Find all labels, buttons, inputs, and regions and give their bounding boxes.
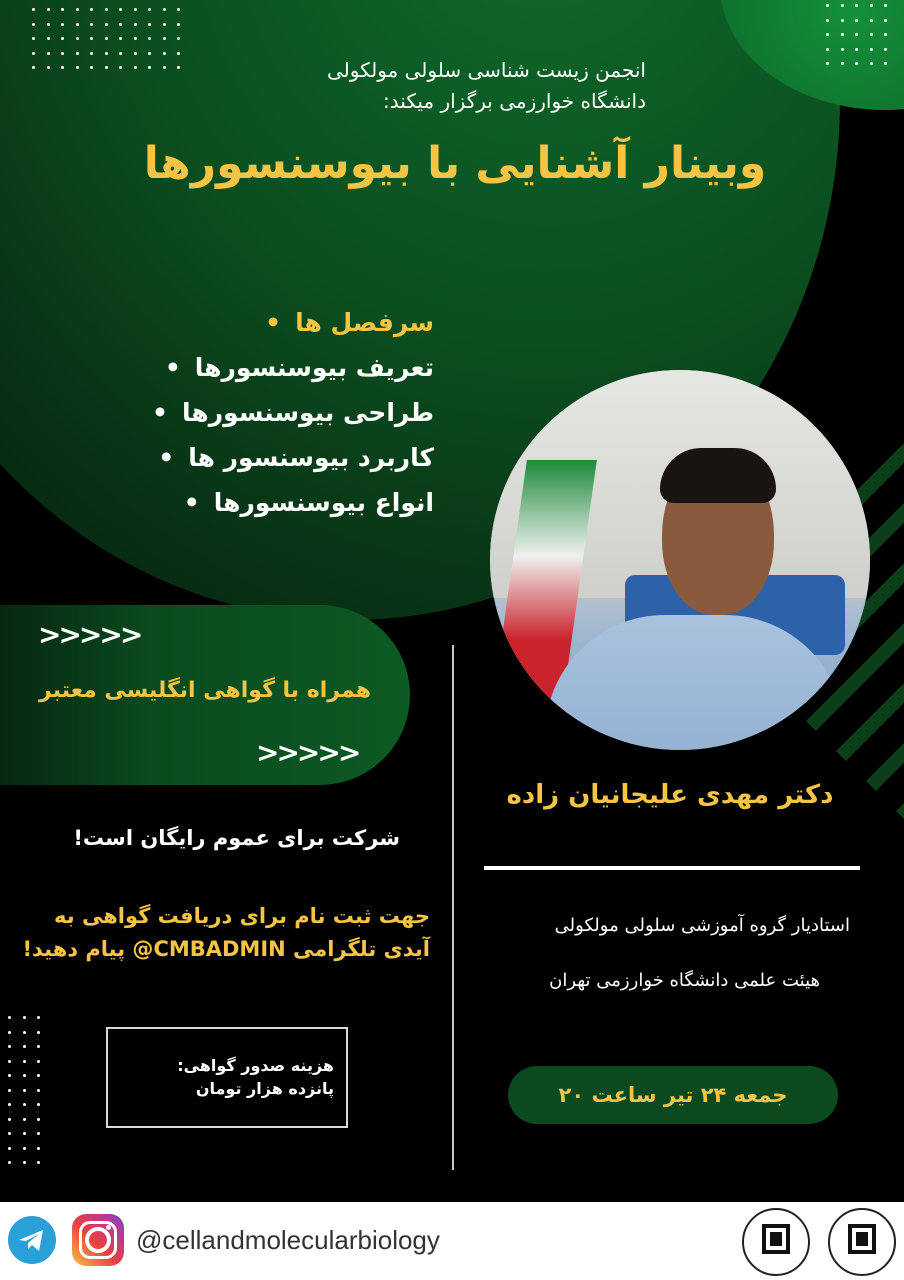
- dot: [841, 33, 844, 36]
- dot: [855, 48, 858, 51]
- dot: [119, 66, 122, 69]
- dot: [90, 37, 93, 40]
- dot: [76, 23, 79, 26]
- dot: [855, 19, 858, 22]
- dot: [23, 1089, 26, 1092]
- dot: [134, 23, 137, 26]
- dot: [163, 8, 166, 11]
- dot: [76, 37, 79, 40]
- dot: [148, 23, 151, 26]
- dot: [119, 52, 122, 55]
- dot: [134, 8, 137, 11]
- dot: [8, 1118, 11, 1121]
- dot: [23, 1031, 26, 1034]
- vertical-divider: [452, 645, 454, 1170]
- dot: [37, 1132, 40, 1135]
- fee-label: هزینه صدور گواهی:: [177, 1056, 334, 1075]
- dot: [23, 1132, 26, 1135]
- organizer-line-2: دانشگاه خوارزمی برگزار میکند:: [383, 89, 646, 113]
- dot: [47, 23, 50, 26]
- dot: [855, 33, 858, 36]
- dot: [90, 23, 93, 26]
- dot: [8, 1147, 11, 1150]
- dot: [841, 19, 844, 22]
- dot: [61, 52, 64, 55]
- webinar-title: وبینار آشنایی با بیوسنسورها: [143, 138, 767, 189]
- horizontal-divider: [484, 866, 860, 870]
- dot: [841, 4, 844, 7]
- dot: [37, 1074, 40, 1077]
- dot: [32, 8, 35, 11]
- dot: [37, 1060, 40, 1063]
- dot: [23, 1161, 26, 1164]
- dot: [134, 66, 137, 69]
- dot: [119, 37, 122, 40]
- topics-heading: سرفصل ها •: [152, 300, 434, 345]
- dot: [855, 4, 858, 7]
- organizer-text: [146, 55, 646, 117]
- dot: [76, 52, 79, 55]
- dot: [32, 66, 35, 69]
- dot: [148, 8, 151, 11]
- social-handle[interactable]: @cellandmolecularbiology: [136, 1225, 440, 1255]
- dot: [8, 1161, 11, 1164]
- dot: [23, 1118, 26, 1121]
- dot: [76, 66, 79, 69]
- dot: [37, 1118, 40, 1121]
- dot: [105, 37, 108, 40]
- dot: [870, 33, 873, 36]
- dot: [37, 1161, 40, 1164]
- chevrons-icon: >>>>>: [38, 618, 141, 651]
- dot: [8, 1103, 11, 1106]
- dot: [37, 1045, 40, 1048]
- organizer-line-1: انجمن زیست شناسی سلولی مولکولی: [326, 58, 646, 82]
- dot: [61, 23, 64, 26]
- dot: [884, 62, 887, 65]
- dot: [8, 1132, 11, 1135]
- dot: [37, 1016, 40, 1019]
- topic-item: انواع بیوسنسورها •: [152, 480, 434, 525]
- dot: [32, 23, 35, 26]
- dot: [105, 23, 108, 26]
- dot: [884, 4, 887, 7]
- dot: [47, 66, 50, 69]
- dot: [61, 37, 64, 40]
- dot: [8, 1016, 11, 1019]
- dot: [134, 37, 137, 40]
- dot: [32, 37, 35, 40]
- dot: [23, 1045, 26, 1048]
- dot: [8, 1045, 11, 1048]
- dot: [841, 62, 844, 65]
- dot: [61, 8, 64, 11]
- dot: [105, 66, 108, 69]
- dot: [8, 1031, 11, 1034]
- dot: [177, 8, 180, 11]
- topic-item: کاربرد بیوسنسور ها •: [152, 435, 434, 480]
- dot: [119, 23, 122, 26]
- speaker-photo: [490, 370, 870, 750]
- society-logo: [742, 1208, 810, 1276]
- dot: [134, 52, 137, 55]
- dot: [47, 52, 50, 55]
- dot: [105, 8, 108, 11]
- topic-item: تعریف بیوسنسورها •: [152, 345, 434, 390]
- dot: [870, 19, 873, 22]
- dot: [23, 1147, 26, 1150]
- dot: [884, 33, 887, 36]
- dot: [148, 37, 151, 40]
- dot: [855, 62, 858, 65]
- topic-item: طراحی بیوسنسورها •: [152, 390, 434, 435]
- speaker-name: دکتر مهدی علیجانیان زاده: [506, 780, 834, 810]
- certificate-fee-box: [106, 1027, 348, 1128]
- dot: [90, 8, 93, 11]
- instagram-icon[interactable]: [72, 1214, 124, 1266]
- fee-value: پانزده هزار تومان: [195, 1079, 334, 1098]
- telegram-icon[interactable]: [8, 1216, 56, 1264]
- dot: [47, 37, 50, 40]
- dot: [177, 23, 180, 26]
- dot: [23, 1103, 26, 1106]
- dot: [37, 1147, 40, 1150]
- dot: [870, 4, 873, 7]
- dot: [826, 4, 829, 7]
- dot: [105, 52, 108, 55]
- dot: [826, 19, 829, 22]
- dot: [47, 8, 50, 11]
- free-participation-text: شرکت برای عموم رایگان است!: [73, 826, 400, 850]
- dot: [177, 37, 180, 40]
- dot: [8, 1089, 11, 1092]
- dot: [841, 48, 844, 51]
- dot: [37, 1103, 40, 1106]
- dot: [90, 52, 93, 55]
- dot: [37, 1031, 40, 1034]
- dot: [23, 1060, 26, 1063]
- dot: [119, 8, 122, 11]
- dot: [32, 52, 35, 55]
- dot: [23, 1074, 26, 1077]
- certificate-text: همراه با گواهی انگلیسی معتبر: [39, 678, 371, 703]
- dot: [884, 19, 887, 22]
- topics-list: [152, 300, 434, 525]
- dot: [90, 66, 93, 69]
- dot: [826, 62, 829, 65]
- kharazmi-university-logo: [828, 1208, 896, 1276]
- dot: [8, 1060, 11, 1063]
- dot: [76, 8, 79, 11]
- dot: [163, 37, 166, 40]
- dot: [870, 48, 873, 51]
- dot: [826, 33, 829, 36]
- dot: [23, 1016, 26, 1019]
- dot: [8, 1074, 11, 1077]
- fee-text: [108, 1054, 334, 1100]
- speaker-position-line-1: استادیار گروه آموزشی سلولی مولکولی: [554, 915, 850, 936]
- chevrons-icon: >>>>>: [256, 736, 359, 769]
- dot: [870, 62, 873, 65]
- event-date-badge: جمعه ۲۴ تیر ساعت ۲۰: [508, 1066, 838, 1124]
- dot: [163, 23, 166, 26]
- registration-instructions: جهت ثبت نام برای دریافت گواهی به آیدی تلگرامی CMBADMIN@ پیام دهید!: [22, 904, 430, 961]
- dot: [61, 66, 64, 69]
- speaker-position-line-2: هیئت علمی دانشگاه خوارزمی تهران: [549, 970, 820, 991]
- dot: [826, 48, 829, 51]
- dot: [884, 48, 887, 51]
- dot: [37, 1089, 40, 1092]
